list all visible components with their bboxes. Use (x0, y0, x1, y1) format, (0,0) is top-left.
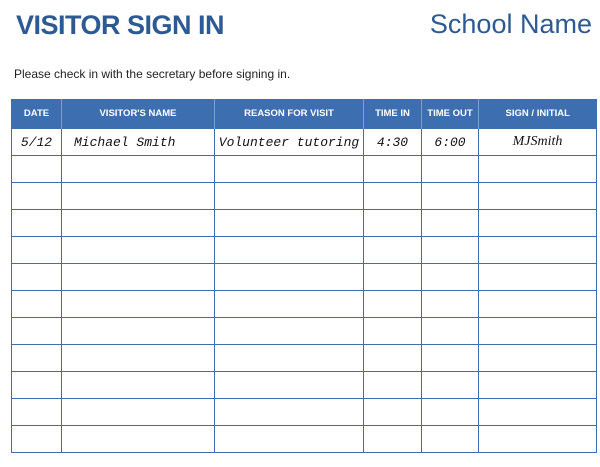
time-in-cell[interactable]: 4:30 (364, 129, 422, 156)
date-cell[interactable] (12, 264, 62, 291)
date-cell[interactable] (12, 183, 62, 210)
visitor-name-cell[interactable] (62, 345, 215, 372)
column-header-sign: SIGN / INITIAL (479, 99, 597, 129)
time-in-cell[interactable] (364, 156, 422, 183)
time-in-cell[interactable] (364, 291, 422, 318)
time-out-cell[interactable] (422, 426, 479, 453)
sign-cell[interactable] (479, 183, 597, 210)
date-cell[interactable] (12, 318, 62, 345)
date-cell[interactable] (12, 156, 62, 183)
time-out-cell[interactable] (422, 372, 479, 399)
column-header-time-in: TIME IN (364, 99, 422, 129)
table-row (12, 183, 597, 210)
sign-cell[interactable] (479, 210, 597, 237)
date-cell[interactable] (12, 426, 62, 453)
time-out-cell[interactable] (422, 291, 479, 318)
table-row (12, 237, 597, 264)
visitor-log-table (11, 99, 597, 453)
time-in-cell[interactable] (364, 399, 422, 426)
sign-cell[interactable] (479, 264, 597, 291)
sign-cell[interactable] (479, 291, 597, 318)
date-cell[interactable] (12, 372, 62, 399)
time-out-cell[interactable] (422, 345, 479, 372)
visitor-name-cell[interactable] (62, 264, 215, 291)
time-in-cell[interactable] (364, 264, 422, 291)
table-row (12, 264, 597, 291)
table-row (12, 291, 597, 318)
time-out-cell[interactable] (422, 237, 479, 264)
visitor-name-cell[interactable] (62, 156, 215, 183)
table-row (12, 210, 597, 237)
instruction-text: Please check in with the secretary before signing in. (14, 67, 291, 81)
reason-cell[interactable] (215, 264, 364, 291)
reason-cell[interactable] (215, 291, 364, 318)
table-row (12, 129, 597, 156)
table-row (12, 426, 597, 453)
column-header-date: DATE (12, 99, 62, 129)
sign-cell[interactable] (479, 426, 597, 453)
visitor-name-cell[interactable] (62, 318, 215, 345)
reason-cell[interactable] (215, 183, 364, 210)
time-out-cell[interactable] (422, 156, 479, 183)
sign-cell[interactable] (479, 318, 597, 345)
time-in-cell[interactable] (364, 210, 422, 237)
table-row (12, 372, 597, 399)
reason-cell[interactable] (215, 345, 364, 372)
column-header-time-out: TIME OUT (422, 99, 479, 129)
time-out-cell[interactable] (422, 399, 479, 426)
time-out-cell[interactable] (422, 264, 479, 291)
time-in-cell[interactable] (364, 426, 422, 453)
date-cell[interactable] (12, 210, 62, 237)
page-title: VISITOR SIGN IN (16, 10, 225, 40)
reason-cell[interactable]: Volunteer tutoring (215, 129, 364, 156)
date-cell[interactable] (12, 345, 62, 372)
reason-cell[interactable] (215, 318, 364, 345)
column-header-visitor-name: VISITOR'S NAME (62, 99, 215, 129)
time-out-cell[interactable] (422, 183, 479, 210)
table-row (12, 156, 597, 183)
date-cell[interactable] (12, 399, 62, 426)
reason-cell[interactable] (215, 156, 364, 183)
visitor-name-cell[interactable] (62, 372, 215, 399)
sign-cell[interactable] (479, 372, 597, 399)
sign-cell[interactable] (479, 156, 597, 183)
table-row (12, 345, 597, 372)
date-cell[interactable]: 5/12 (12, 129, 62, 156)
sign-cell[interactable]: MJSmith (479, 129, 597, 156)
visitor-name-cell[interactable]: Michael Smith (62, 129, 215, 156)
visitor-name-cell[interactable] (62, 183, 215, 210)
time-in-cell[interactable] (364, 183, 422, 210)
time-in-cell[interactable] (364, 318, 422, 345)
time-out-cell[interactable]: 6:00 (422, 129, 479, 156)
table-row (12, 318, 597, 345)
visitor-name-cell[interactable] (62, 426, 215, 453)
time-out-cell[interactable] (422, 210, 479, 237)
sign-cell[interactable] (479, 345, 597, 372)
sign-cell[interactable] (479, 399, 597, 426)
reason-cell[interactable] (215, 237, 364, 264)
school-name: School Name (429, 9, 592, 39)
time-in-cell[interactable] (364, 372, 422, 399)
column-header-reason: REASON FOR VISIT (215, 99, 364, 129)
reason-cell[interactable] (215, 372, 364, 399)
time-in-cell[interactable] (364, 345, 422, 372)
reason-cell[interactable] (215, 399, 364, 426)
date-cell[interactable] (12, 237, 62, 264)
visitor-name-cell[interactable] (62, 399, 215, 426)
table-header-row (12, 99, 597, 129)
table-row (12, 399, 597, 426)
table-body (12, 129, 597, 453)
time-out-cell[interactable] (422, 318, 479, 345)
visitor-name-cell[interactable] (62, 291, 215, 318)
time-in-cell[interactable] (364, 237, 422, 264)
visitor-name-cell[interactable] (62, 210, 215, 237)
visitor-name-cell[interactable] (62, 237, 215, 264)
reason-cell[interactable] (215, 210, 364, 237)
date-cell[interactable] (12, 291, 62, 318)
reason-cell[interactable] (215, 426, 364, 453)
sign-cell[interactable] (479, 237, 597, 264)
